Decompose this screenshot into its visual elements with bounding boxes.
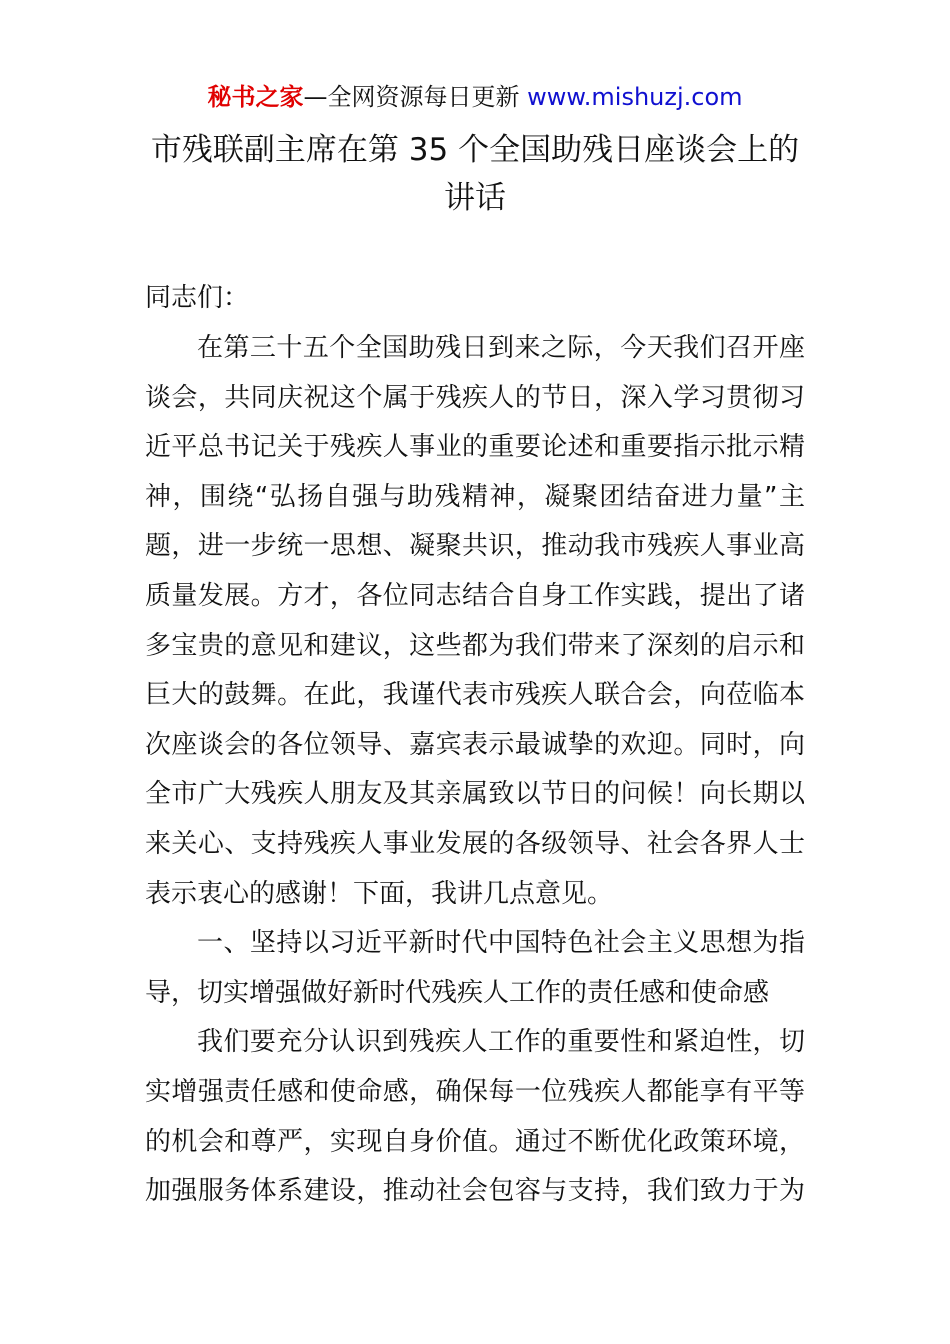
paragraph-line: 题，进一步统一思想、凝聚共识，推动我市残疾人事业高	[145, 531, 805, 562]
paragraph-line: 近平总书记关于残疾人事业的重要论述和重要指示批示精	[145, 432, 805, 463]
section-heading-line: 导，切实增强做好新时代残疾人工作的责任感和使命感	[145, 977, 770, 1008]
paragraph-line: 谈会，共同庆祝这个属于残疾人的节日，深入学习贯彻习	[145, 382, 805, 413]
salutation-text: 同志们：	[145, 283, 250, 313]
paragraph-line: 次座谈会的各位领导、嘉宾表示最诚挚的欢迎。同时，向	[145, 729, 805, 760]
document-body	[145, 324, 805, 1217]
paragraph-line: 加强服务体系建设，推动社会包容与支持，我们致力于为	[145, 1176, 805, 1207]
site-url-link[interactable]: www.mishuzj.com	[527, 83, 743, 111]
paragraph-line: 神，围绕“弘扬自强与助残精神，凝聚团结奋进力量”主	[145, 481, 805, 512]
paragraph-line: 在第三十五个全国助残日到来之际，今天我们召开座	[197, 333, 805, 363]
title-line: 讲话	[444, 180, 506, 216]
paragraph-line: 实增强责任感和使命感，确保每一位残疾人都能享有平等	[145, 1076, 805, 1107]
brand-name: 秘书之家	[207, 83, 304, 111]
paragraph-line: 巨大的鼓舞。在此，我谨代表市残疾人联合会，向莅临本	[145, 680, 805, 711]
paragraph-line: 全市广大残疾人朋友及其亲属致以节日的问候！向长期以	[145, 779, 805, 810]
paragraph-line: 多宝贵的意见和建议，这些都为我们带来了深刻的启示和	[145, 630, 805, 661]
paragraph-line: 表示衷心的感谢！下面，我讲几点意见。	[145, 878, 614, 909]
section-heading-line: 一、坚持以习近平新时代中国特色社会主义思想为指	[197, 928, 805, 959]
paragraph-line: 我们要充分认识到残疾人工作的重要性和紧迫性，切	[197, 1027, 805, 1058]
title-line: 市残联副主席在第 35 个全国助残日座谈会上的	[150, 132, 800, 168]
salutation	[145, 274, 805, 324]
header-tagline: —全网资源每日更新	[303, 83, 520, 111]
paragraph-line: 质量发展。方才，各位同志结合自身工作实践，提出了诸	[145, 580, 805, 611]
paragraph-line: 的机会和尊严，实现自身价值。通过不断优化政策环境，	[145, 1126, 805, 1157]
paragraph-line: 来关心、支持残疾人事业发展的各级领导、社会各界人士	[145, 828, 805, 859]
site-header	[0, 80, 950, 114]
document-title	[120, 126, 830, 222]
